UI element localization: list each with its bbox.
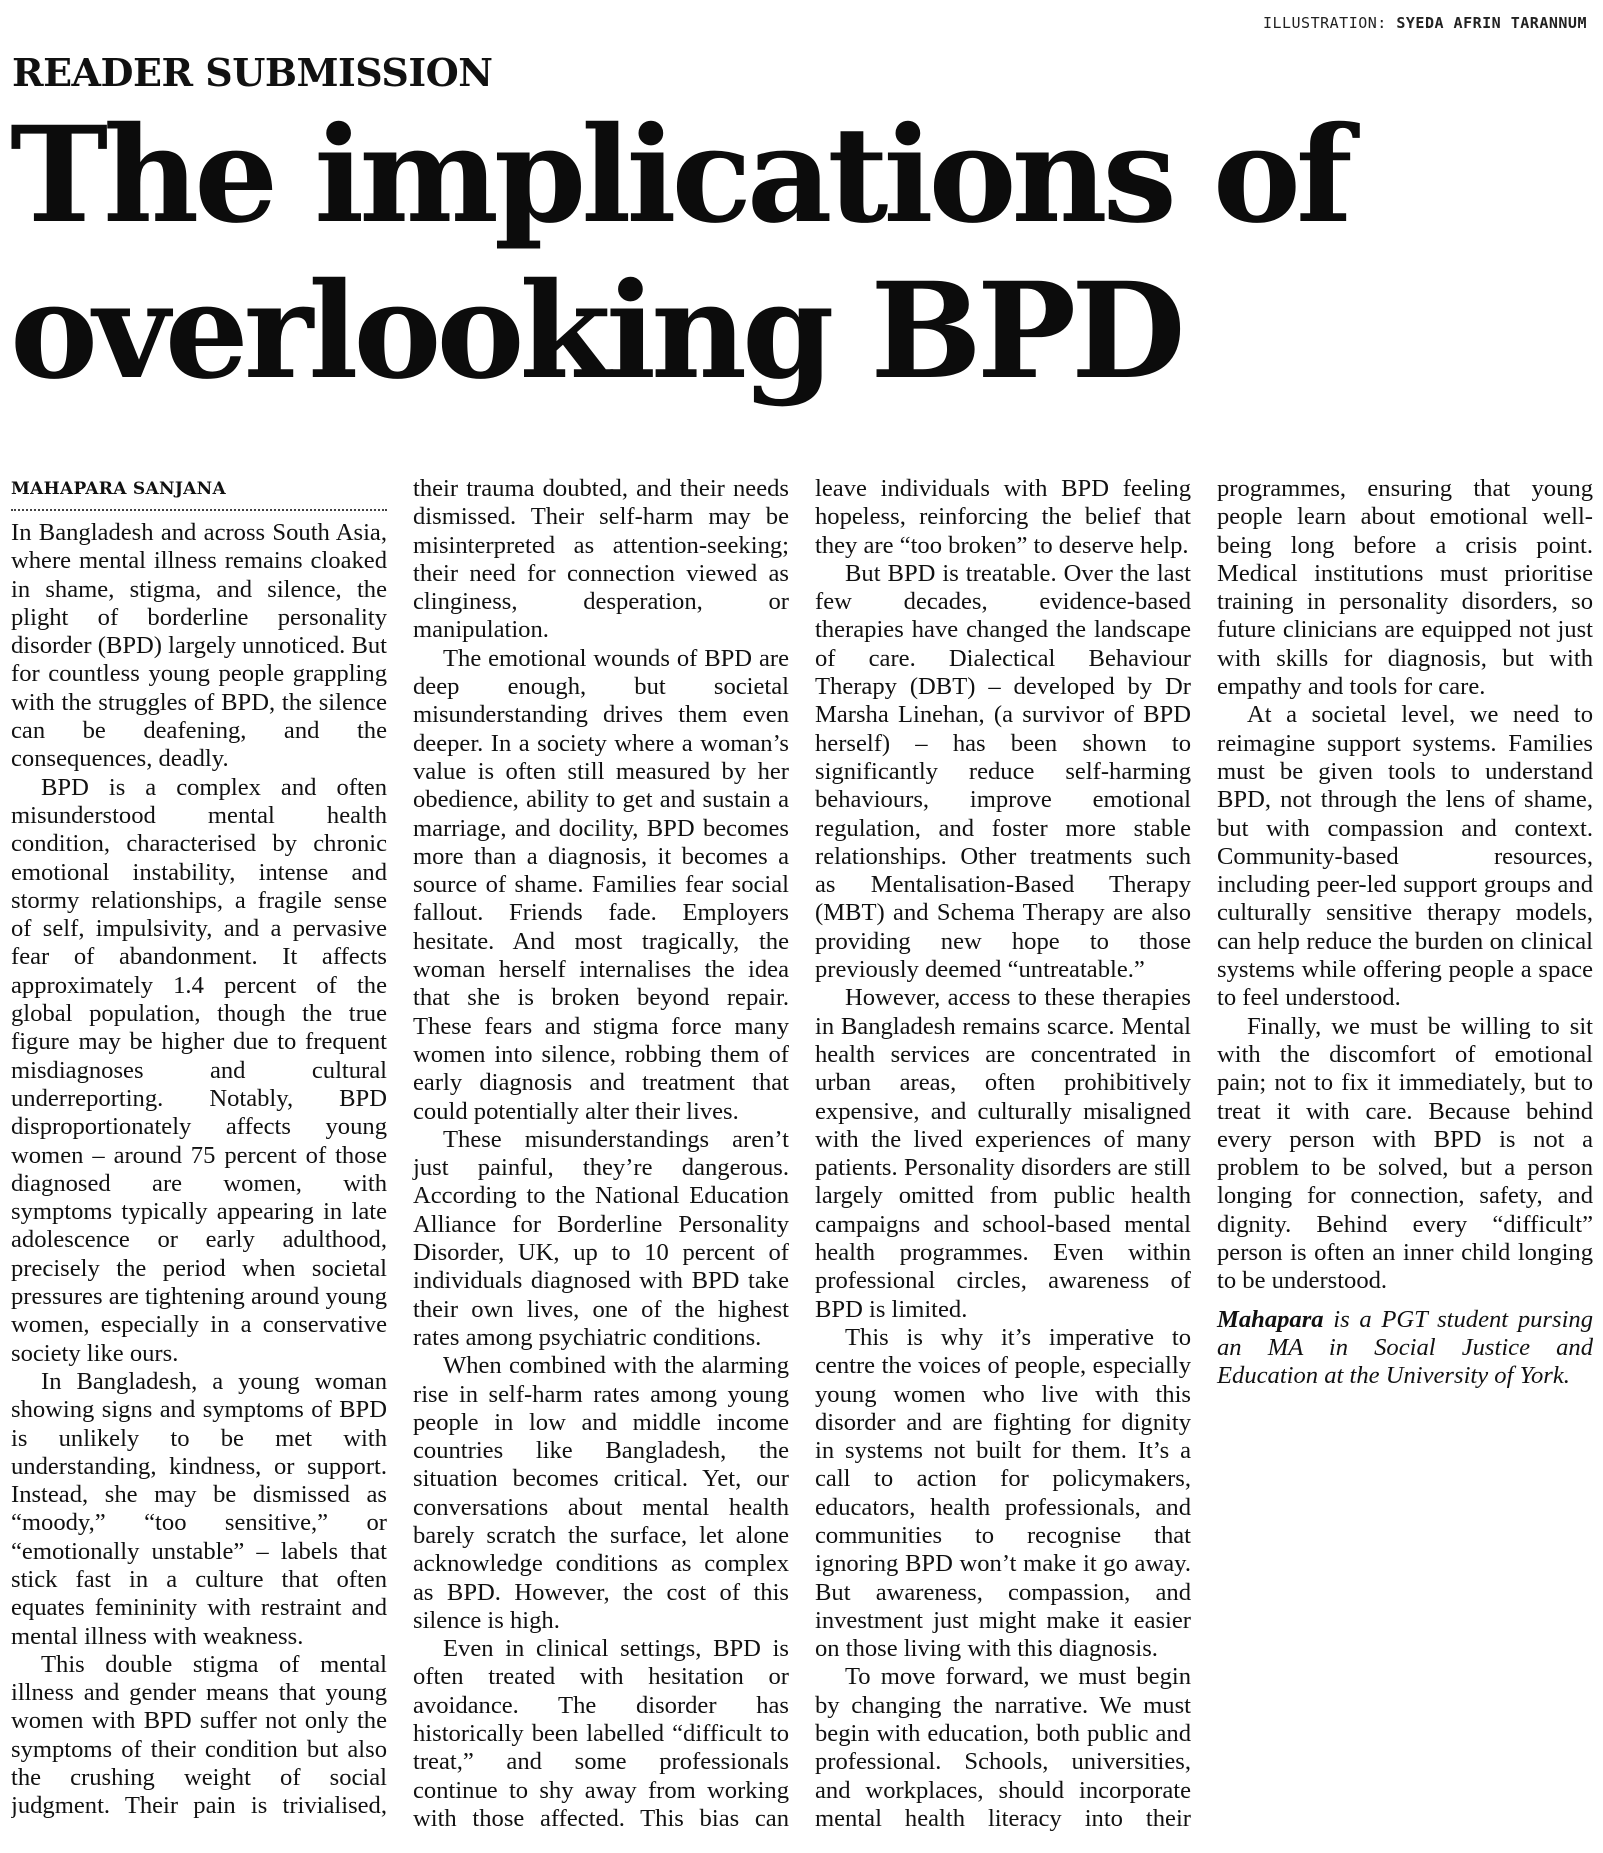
paragraph-2: BPD is a complex and often misunderstood mental health condition, characterised by chronic emotional instability, intense and stormy relationships, a fragile sense of self, impulsivity, and a pervasive fear of abandonment. It affects approximately 1.4 percent of the global population, though the true figure may be higher due to frequent misdiagnoses and cultural underreporting. Notably, BPD disproportionately affects young women – around 75 percent of those diagnosed are women, with symptoms typically appearing in late adolescence or early adulthood, precisely the period when societal pressures are tightening around young women, especially in a conservative society like ours. [11, 773, 387, 1367]
paragraph-10: However, access to these therapies in Bangladesh remains scarce. Mental health services are concentrated in urban areas, often prohibitively expensive, and culturally misaligned with the lived experiences of many patients. Personality disorders are still largely omitted from public health campaigns and school-based mental health programmes. Even within professional circles, awareness of BPD is limited. [815, 984, 1191, 1323]
bio-author-name: Mahapara [1217, 1305, 1324, 1333]
paragraph-8: Even in clinical settings, BPD is often treated with hesitation or avoidance. The disorder has historically been labelled “difficult to treat,” and some professionals continue to shy away from working with those affected. This bias can leave individuals with BPD feeling hopeless, reinforcing the belief that they are “too broken” to deserve help. [413, 475, 1191, 1832]
byline: MAHAPARA SANJANA [11, 475, 387, 511]
illustration-credit [1263, 14, 1587, 32]
headline [10, 98, 1590, 410]
headline-line-1: The implications of [10, 98, 1348, 253]
paragraph-11: This is why it’s imperative to centre the voices of people, especially young women who live with this disorder and are fighting for dignity in systems not built for them. It’s a call to action for policymakers, educators, health professionals, and communities to recognise that ignoring BPD won’t make it go away. But awareness, compassion, and investment just might make it easier on those living with this diagnosis. [815, 1323, 1191, 1663]
credit-label: ILLUSTRATION: [1262, 14, 1397, 32]
credit-name: SYEDA AFRIN TARANNUM [1396, 14, 1587, 32]
paragraph-9: But BPD is treatable. Over the last few decades, evidence-based therapies have changed the landscape of care. Dialectical Behaviour Therapy (DBT) – developed by Dr Marsha Linehan, (a survivor of BPD herself) – has been shown to significantly reduce self-harming behaviours, improve emotional regulation, and foster more stable relationships. Other treatments such as Mentalisation-Based Therapy (MBT) and Schema Therapy are also providing new hope to those previously deemed “untreatable.” [815, 559, 1191, 984]
paragraph-3: In Bangladesh, a young woman showing signs and symptoms of BPD is unlikely to be met with understanding, kindness, or support. Instead, she may be dismissed as “moody,” “too sensitive,” or “emotionally unstable” – labels that stick fast in a culture that often equates femininity with restraint and mental illness with weakness. [11, 1367, 387, 1650]
paragraph-13: At a societal level, we need to reimagine support systems. Families must be given tools to understand BPD, not through the lens of shame, but with compassion and context. Community-based resources, including peer-led support groups and culturally sensitive therapy models, can help reduce the burden on clinical systems while offering people a space to feel understood. [1217, 701, 1593, 1012]
bio-text: is a PGT student pursing an MA in Social Justice and Education at the University of York. [1217, 1305, 1593, 1390]
paragraph-4: This double stigma of mental illness and gender means that young women with BPD suffer not only the symptoms of their condition but also the crushing weight of social judgment. Their pain is trivialised, their trauma doubted, and their needs dismissed. Their self-harm may be misinterpreted as attention-seeking; their need for connection viewed as clinginess, desperation, or manipulation. [11, 475, 789, 1820]
paragraph-12: To move forward, we must begin by changing the narrative. We must begin with education, both public and professional. Schools, universities, and workplaces, should incorporate mental health literacy into their programmes, ensuring that young people learn about emotional well-being long before a crisis point. Medical institutions must prioritise training in personality disorders, so future clinicians are equipped not just with skills for diagnosis, but with empathy and tools for care. [815, 475, 1593, 1832]
section-kicker: READER SUBMISSION [12, 50, 493, 95]
headline-line-2: overlooking BPD [10, 254, 1181, 409]
paragraph-14: Finally, we must be willing to sit with the discomfort of emotional pain; not to fix it immediately, but to treat it with care. Because behind every person with BPD is not a problem to be solved, but a person longing for connection, safety, and dignity. Behind every “difficult” person is often an inner child longing to be understood. [1217, 1012, 1593, 1295]
author-bio [1217, 1306, 1593, 1391]
paragraph-1: In Bangladesh and across South Asia, where mental illness remains cloaked in shame, stigma, and silence, the plight of borderline personality disorder (BPD) largely unnoticed. But for countless young people grappling with the struggles of BPD, the silence can be deafening, and the consequences, deadly. [11, 519, 387, 773]
article-body [11, 475, 1593, 1847]
paragraph-7: When combined with the alarming rise in self-harm rates among young people in low and middle income countries like Bangladesh, the situation becomes critical. Yet, our conversations about mental health barely scratch the surface, let alone acknowledge conditions as complex as BPD. However, the cost of this silence is high. [413, 1352, 789, 1634]
paragraph-6: These misunderstandings aren’t just painful, they’re dangerous. According to the National Education Alliance for Borderline Personality Disorder, UK, up to 10 percent of individuals diagnosed with BPD take their own lives, one of the highest rates among psychiatric conditions. [413, 1125, 789, 1351]
paragraph-5: The emotional wounds of BPD are deep enough, but societal misunderstanding drives them even deeper. In a society where a woman’s value is often still measured by her obedience, ability to get and sustain a marriage, and docility, BPD becomes more than a diagnosis, it becomes a source of shame. Families fear social fallout. Friends fade. Employers hesitate. And most tragically, the woman herself internalises the idea that she is broken beyond repair. These fears and stigma force many women into silence, robbing them of early diagnosis and treatment that could potentially alter their lives. [413, 644, 789, 1125]
